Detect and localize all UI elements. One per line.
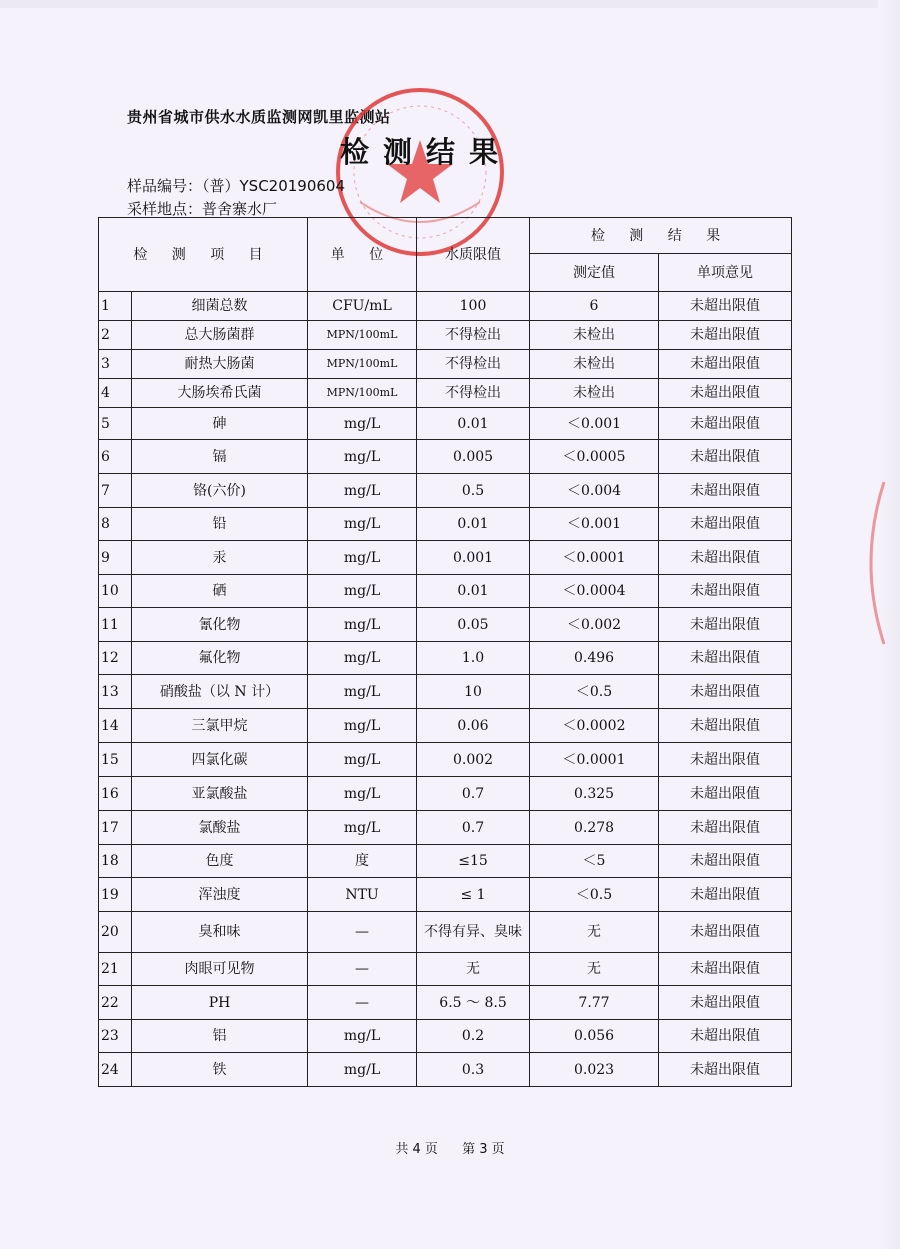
row-number: 7 xyxy=(99,474,132,508)
unit: — xyxy=(308,986,417,1020)
item-name: 铁 xyxy=(132,1053,308,1087)
table-row xyxy=(99,811,792,845)
limit-value: 0.5 xyxy=(417,474,530,508)
sample-number-label: 样品编号： xyxy=(127,177,203,195)
item-name: 三氯甲烷 xyxy=(132,709,308,743)
row-number: 14 xyxy=(99,709,132,743)
limit-value: 0.7 xyxy=(417,777,530,811)
row-number: 8 xyxy=(99,508,132,541)
measured-value: ＜0.5 xyxy=(530,878,659,912)
table-row xyxy=(99,845,792,878)
row-number: 10 xyxy=(99,575,132,608)
edge-seal-stamp xyxy=(856,478,886,648)
header-limit: 水质限值 xyxy=(417,218,530,292)
row-number: 16 xyxy=(99,777,132,811)
table-row xyxy=(99,953,792,986)
measured-value: 0.496 xyxy=(530,642,659,675)
row-number: 5 xyxy=(99,408,132,440)
limit-value: 0.06 xyxy=(417,709,530,743)
limit-value: 0.005 xyxy=(417,440,530,474)
opinion: 未超出限值 xyxy=(659,777,792,811)
opinion: 未超出限值 xyxy=(659,575,792,608)
table-row xyxy=(99,743,792,777)
limit-value: 0.001 xyxy=(417,541,530,575)
item-name: PH xyxy=(132,986,308,1020)
unit: — xyxy=(308,953,417,986)
row-number: 9 xyxy=(99,541,132,575)
item-name: 肉眼可见物 xyxy=(132,953,308,986)
unit: MPN/100mL xyxy=(308,350,417,379)
row-number: 4 xyxy=(99,379,132,408)
measured-value: 6 xyxy=(530,292,659,321)
table-header-row xyxy=(99,218,792,254)
unit: mg/L xyxy=(308,675,417,709)
table-row xyxy=(99,292,792,321)
table-row xyxy=(99,878,792,912)
opinion: 未超出限值 xyxy=(659,292,792,321)
opinion: 未超出限值 xyxy=(659,379,792,408)
limit-value: ≤ 1 xyxy=(417,878,530,912)
limit-value: 不得有异、臭味 xyxy=(417,912,530,953)
item-name: 砷 xyxy=(132,408,308,440)
unit: mg/L xyxy=(308,541,417,575)
limit-value: 0.3 xyxy=(417,1053,530,1087)
measured-value: 未检出 xyxy=(530,350,659,379)
opinion: 未超出限值 xyxy=(659,642,792,675)
opinion: 未超出限值 xyxy=(659,845,792,878)
measured-value: ＜0.0004 xyxy=(530,575,659,608)
table-row xyxy=(99,440,792,474)
unit: mg/L xyxy=(308,1053,417,1087)
opinion: 未超出限值 xyxy=(659,440,792,474)
opinion: 未超出限值 xyxy=(659,675,792,709)
table-row xyxy=(99,508,792,541)
item-name: 镉 xyxy=(132,440,308,474)
measured-value: ＜0.002 xyxy=(530,608,659,642)
table-row xyxy=(99,379,792,408)
opinion: 未超出限值 xyxy=(659,811,792,845)
header-result-group: 检 测 结 果 xyxy=(530,218,792,254)
unit: 度 xyxy=(308,845,417,878)
limit-value: 10 xyxy=(417,675,530,709)
measured-value: ＜0.001 xyxy=(530,508,659,541)
measured-value: 无 xyxy=(530,912,659,953)
table-row xyxy=(99,642,792,675)
measured-value: ＜0.001 xyxy=(530,408,659,440)
measured-value: 0.023 xyxy=(530,1053,659,1087)
table-row xyxy=(99,777,792,811)
measured-value: ＜0.0001 xyxy=(530,541,659,575)
measured-value: 0.056 xyxy=(530,1020,659,1053)
row-number: 22 xyxy=(99,986,132,1020)
unit: mg/L xyxy=(308,440,417,474)
results-body xyxy=(99,292,792,1087)
opinion: 未超出限值 xyxy=(659,709,792,743)
item-name: 硝酸盐（以 N 计） xyxy=(132,675,308,709)
item-name: 铬(六价) xyxy=(132,474,308,508)
item-name: 色度 xyxy=(132,845,308,878)
measured-value: ＜0.5 xyxy=(530,675,659,709)
item-name: 铅 xyxy=(132,508,308,541)
sampling-location xyxy=(127,198,277,219)
sample-number-value: （普）YSC20190604 xyxy=(202,177,346,195)
opinion: 未超出限值 xyxy=(659,1053,792,1087)
opinion: 未超出限值 xyxy=(659,608,792,642)
measured-value: 未检出 xyxy=(530,379,659,408)
row-number: 19 xyxy=(99,878,132,912)
opinion: 未超出限值 xyxy=(659,541,792,575)
unit: mg/L xyxy=(308,608,417,642)
item-name: 氰化物 xyxy=(132,608,308,642)
current-page: 第 3 页 xyxy=(462,1142,505,1157)
results-table xyxy=(98,217,792,1087)
header-measured: 测定值 xyxy=(530,254,659,292)
item-name: 四氯化碳 xyxy=(132,743,308,777)
row-number: 20 xyxy=(99,912,132,953)
row-number: 13 xyxy=(99,675,132,709)
opinion: 未超出限值 xyxy=(659,953,792,986)
item-name: 氟化物 xyxy=(132,642,308,675)
table-row xyxy=(99,986,792,1020)
measured-value: ＜0.004 xyxy=(530,474,659,508)
table-row xyxy=(99,575,792,608)
opinion: 未超出限值 xyxy=(659,986,792,1020)
item-name: 耐热大肠菌 xyxy=(132,350,308,379)
limit-value: 100 xyxy=(417,292,530,321)
measured-value: ＜0.0002 xyxy=(530,709,659,743)
limit-value: 0.01 xyxy=(417,508,530,541)
unit: mg/L xyxy=(308,709,417,743)
unit: mg/L xyxy=(308,642,417,675)
item-name: 浑浊度 xyxy=(132,878,308,912)
unit: mg/L xyxy=(308,811,417,845)
table-row xyxy=(99,1053,792,1087)
header-item: 检 测 项 目 xyxy=(99,218,308,292)
limit-value: 无 xyxy=(417,953,530,986)
organization-name: 贵州省城市供水水质监测网凯里监测站 xyxy=(127,108,391,126)
row-number: 15 xyxy=(99,743,132,777)
item-name: 臭和味 xyxy=(132,912,308,953)
unit: MPN/100mL xyxy=(308,379,417,408)
row-number: 23 xyxy=(99,1020,132,1053)
paper-top-edge xyxy=(0,0,900,8)
table-row xyxy=(99,321,792,350)
unit: NTU xyxy=(308,878,417,912)
header-unit: 单 位 xyxy=(308,218,417,292)
unit: mg/L xyxy=(308,575,417,608)
opinion: 未超出限值 xyxy=(659,1020,792,1053)
limit-value: 6.5 ～ 8.5 xyxy=(417,986,530,1020)
limit-value: 0.7 xyxy=(417,811,530,845)
limit-value: 1.0 xyxy=(417,642,530,675)
row-number: 3 xyxy=(99,350,132,379)
row-number: 12 xyxy=(99,642,132,675)
measured-value: ＜5 xyxy=(530,845,659,878)
table-row xyxy=(99,408,792,440)
table-row xyxy=(99,912,792,953)
opinion: 未超出限值 xyxy=(659,743,792,777)
header-opinion: 单项意见 xyxy=(659,254,792,292)
item-name: 硒 xyxy=(132,575,308,608)
row-number: 24 xyxy=(99,1053,132,1087)
measured-value: 0.325 xyxy=(530,777,659,811)
unit: mg/L xyxy=(308,777,417,811)
row-number: 21 xyxy=(99,953,132,986)
opinion: 未超出限值 xyxy=(659,912,792,953)
row-number: 6 xyxy=(99,440,132,474)
measured-value: 未检出 xyxy=(530,321,659,350)
row-number: 1 xyxy=(99,292,132,321)
item-name: 亚氯酸盐 xyxy=(132,777,308,811)
unit: CFU/mL xyxy=(308,292,417,321)
limit-value: ≤15 xyxy=(417,845,530,878)
unit: MPN/100mL xyxy=(308,321,417,350)
limit-value: 不得检出 xyxy=(417,321,530,350)
document-title: 检测结果 xyxy=(340,135,513,169)
row-number: 18 xyxy=(99,845,132,878)
opinion: 未超出限值 xyxy=(659,350,792,379)
opinion: 未超出限值 xyxy=(659,878,792,912)
unit: mg/L xyxy=(308,743,417,777)
unit: mg/L xyxy=(308,508,417,541)
limit-value: 不得检出 xyxy=(417,379,530,408)
sampling-location-label: 采样地点： xyxy=(127,200,203,218)
item-name: 细菌总数 xyxy=(132,292,308,321)
row-number: 11 xyxy=(99,608,132,642)
limit-value: 不得检出 xyxy=(417,350,530,379)
item-name: 总大肠菌群 xyxy=(132,321,308,350)
measured-value: 0.278 xyxy=(530,811,659,845)
opinion: 未超出限值 xyxy=(659,474,792,508)
table-row xyxy=(99,1020,792,1053)
table-row xyxy=(99,675,792,709)
measured-value: ＜0.0001 xyxy=(530,743,659,777)
table-row xyxy=(99,350,792,379)
measured-value: ＜0.0005 xyxy=(530,440,659,474)
unit: mg/L xyxy=(308,474,417,508)
unit: mg/L xyxy=(308,1020,417,1053)
row-number: 17 xyxy=(99,811,132,845)
item-name: 氯酸盐 xyxy=(132,811,308,845)
unit: — xyxy=(308,912,417,953)
page-footer xyxy=(0,1138,900,1157)
table-row xyxy=(99,541,792,575)
sample-number xyxy=(127,175,345,196)
table-row xyxy=(99,608,792,642)
item-name: 铝 xyxy=(132,1020,308,1053)
limit-value: 0.01 xyxy=(417,408,530,440)
table-row xyxy=(99,709,792,743)
measured-value: 无 xyxy=(530,953,659,986)
limit-value: 0.05 xyxy=(417,608,530,642)
sampling-location-value: 普舍寨水厂 xyxy=(202,200,278,218)
item-name: 大肠埃希氏菌 xyxy=(132,379,308,408)
limit-value: 0.01 xyxy=(417,575,530,608)
limit-value: 0.002 xyxy=(417,743,530,777)
item-name: 汞 xyxy=(132,541,308,575)
opinion: 未超出限值 xyxy=(659,508,792,541)
measured-value: 7.77 xyxy=(530,986,659,1020)
opinion: 未超出限值 xyxy=(659,321,792,350)
table-row xyxy=(99,474,792,508)
opinion: 未超出限值 xyxy=(659,408,792,440)
limit-value: 0.2 xyxy=(417,1020,530,1053)
row-number: 2 xyxy=(99,321,132,350)
total-pages: 共 4 页 xyxy=(395,1142,438,1157)
unit: mg/L xyxy=(308,408,417,440)
